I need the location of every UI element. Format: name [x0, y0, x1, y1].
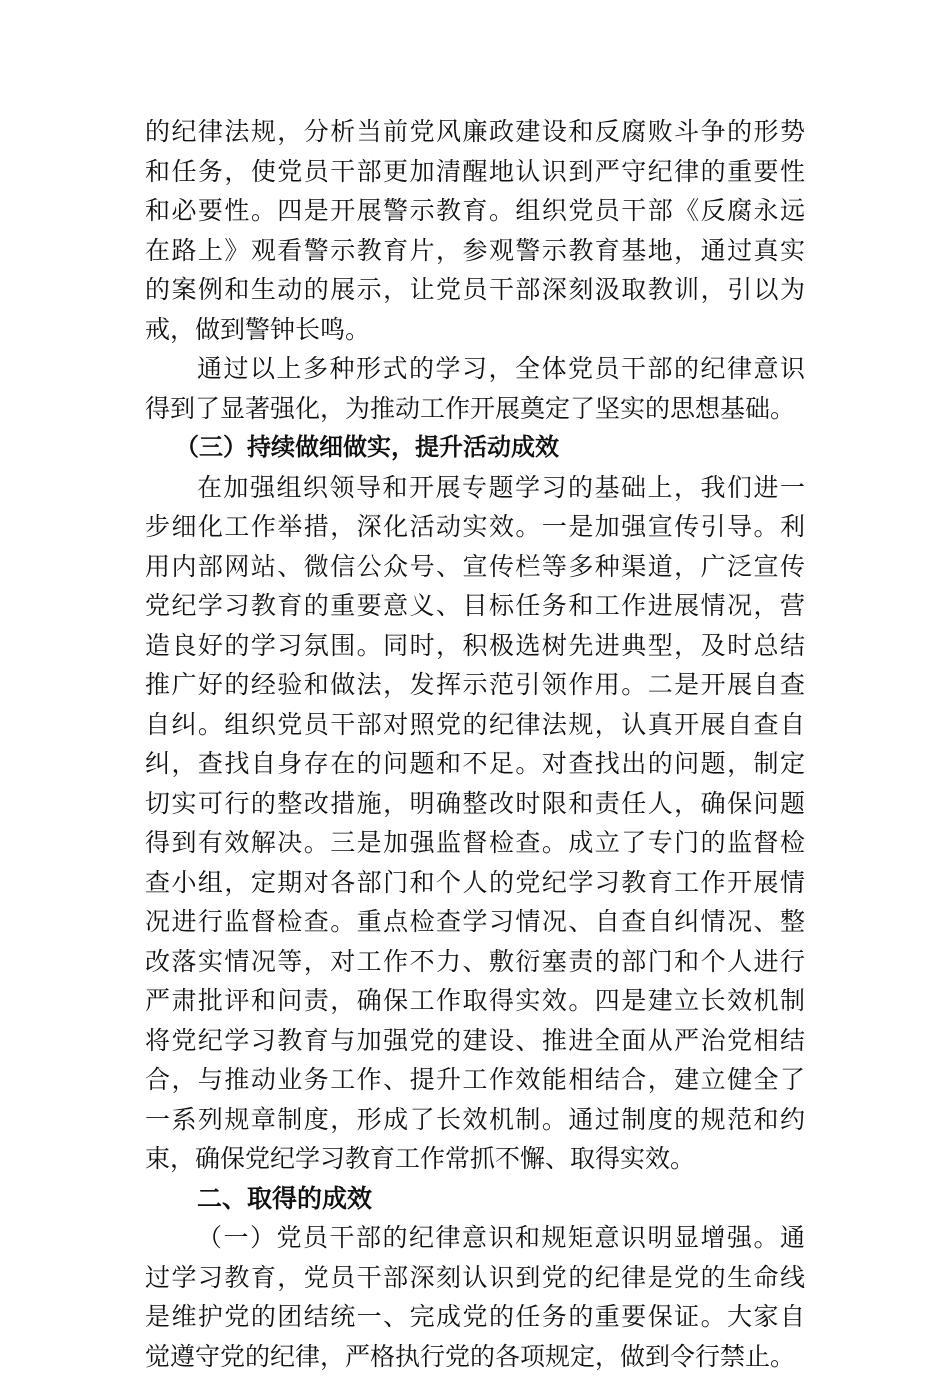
section-heading: （三）持续做细做实，提升活动成效: [145, 428, 805, 468]
text-line: 将党纪学习教育与加强党的建设、推进全面从严治党相结: [145, 1021, 805, 1061]
text-line: 是维护党的团结统一、完成党的任务的重要保证。大家自: [145, 1297, 805, 1337]
paragraph-first-line: 通过以上多种形式的学习，全体党员干部的纪律意识: [145, 349, 805, 389]
text-line: 推广好的经验和做法，发挥示范引领作用。二是开展自查: [145, 665, 805, 705]
text-line: 觉遵守党的纪律，严格执行党的各项规定，做到令行禁止。: [145, 1337, 805, 1376]
paragraph-first-line: 在加强组织领导和开展专题学习的基础上，我们进一: [145, 468, 805, 508]
text-line: 一系列规章制度，形成了长效机制。通过制度的规范和约: [145, 1100, 805, 1140]
text-line: 在路上》观看警示教育片，参观警示教育基地，通过真实: [145, 231, 805, 271]
text-line: 查小组，定期对各部门和个人的党纪学习教育工作开展情: [145, 863, 805, 903]
text-line: 得到有效解决。三是加强监督检查。成立了专门的监督检: [145, 823, 805, 863]
text-line: 严肃批评和问责，确保工作取得实效。四是建立长效机制: [145, 981, 805, 1021]
text-line: 合，与推动业务工作、提升工作效能相结合，建立健全了: [145, 1060, 805, 1100]
text-line: 得到了显著强化，为推动工作开展奠定了坚实的思想基础。: [145, 389, 805, 429]
text-line: 和必要性。四是开展警示教育。组织党员干部《反腐永远: [145, 191, 805, 231]
text-line: 束，确保党纪学习教育工作常抓不懈、取得实效。: [145, 1139, 805, 1179]
text-line: 况进行监督检查。重点检查学习情况、自查自纠情况、整: [145, 902, 805, 942]
text-line: 和任务，使党员干部更加清醒地认识到严守纪律的重要性: [145, 152, 805, 192]
text-line: 过学习教育，党员干部深刻认识到党的纪律是党的生命线: [145, 1258, 805, 1298]
text-line: 纠，查找自身存在的问题和不足。对查找出的问题，制定: [145, 744, 805, 784]
paragraph-first-line: （一）党员干部的纪律意识和规矩意识明显增强。通: [145, 1218, 805, 1258]
text-line: 改落实情况等，对工作不力、敷衍塞责的部门和个人进行: [145, 942, 805, 982]
text-line: 步细化工作举措，深化活动实效。一是加强宣传引导。利: [145, 507, 805, 547]
text-line: 的纪律法规，分析当前党风廉政建设和反腐败斗争的形势: [145, 112, 805, 152]
text-line: 的案例和生动的展示，让党员干部深刻汲取教训，引以为: [145, 270, 805, 310]
document-body: [145, 112, 805, 1376]
text-line: 戒，做到警钟长鸣。: [145, 310, 805, 350]
text-line: 切实可行的整改措施，明确整改时限和责任人，确保问题: [145, 784, 805, 824]
text-line: 自纠。组织党员干部对照党的纪律法规，认真开展自查自: [145, 705, 805, 745]
text-line: 造良好的学习氛围。同时，积极选树先进典型，及时总结: [145, 626, 805, 666]
text-line: 党纪学习教育的重要意义、目标任务和工作进展情况，营: [145, 586, 805, 626]
text-line: 用内部网站、微信公众号、宣传栏等多种渠道，广泛宣传: [145, 547, 805, 587]
section-heading: 二、取得的成效: [145, 1179, 805, 1219]
